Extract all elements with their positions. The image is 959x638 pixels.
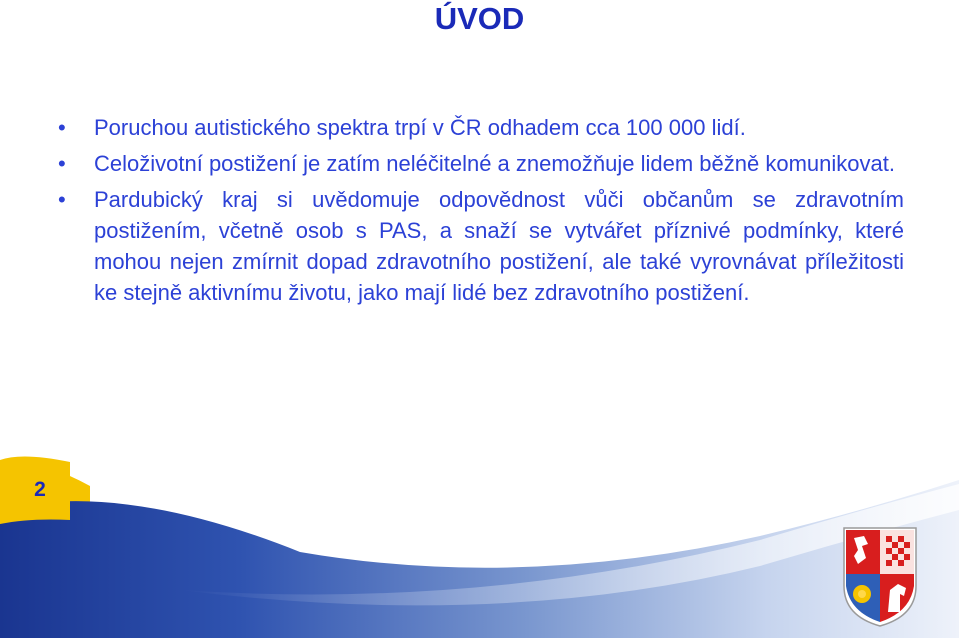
bullet-text: Poruchou autistického spektra trpí v ČR odhadem cca 100 000 lidí. xyxy=(94,115,746,140)
bullet-item xyxy=(58,148,904,179)
bullet-item xyxy=(58,112,904,143)
slide-title: ÚVOD xyxy=(434,1,525,36)
bullet-marker: • xyxy=(58,151,66,176)
bullet-text: Celoživotní postižení je zatím neléčitelné a znemožňuje lidem běžně komunikovat. xyxy=(94,151,895,176)
footer-wave-band xyxy=(0,440,959,638)
bullet-item xyxy=(58,184,904,308)
pardubice-region-coat-of-arms-icon xyxy=(840,524,920,628)
page-number: 2 xyxy=(34,478,46,501)
bullet-marker: • xyxy=(58,187,66,212)
bullet-list xyxy=(58,112,904,313)
bullet-text: Pardubický kraj si uvědomuje odpovědnost vůči občanům se zdravotním postižením, včetně osob s PAS, a snaží se vytvářet příznivé podmínky, které mohou nejen zmírnit dopad zdravotního postižení, ale také vyrovnávat příležitosti ke stejně aktivnímu životu, jako mají lidé bez zdravotního postižení. xyxy=(94,187,904,305)
blue-band xyxy=(0,480,959,638)
bullet-marker: • xyxy=(58,115,66,140)
